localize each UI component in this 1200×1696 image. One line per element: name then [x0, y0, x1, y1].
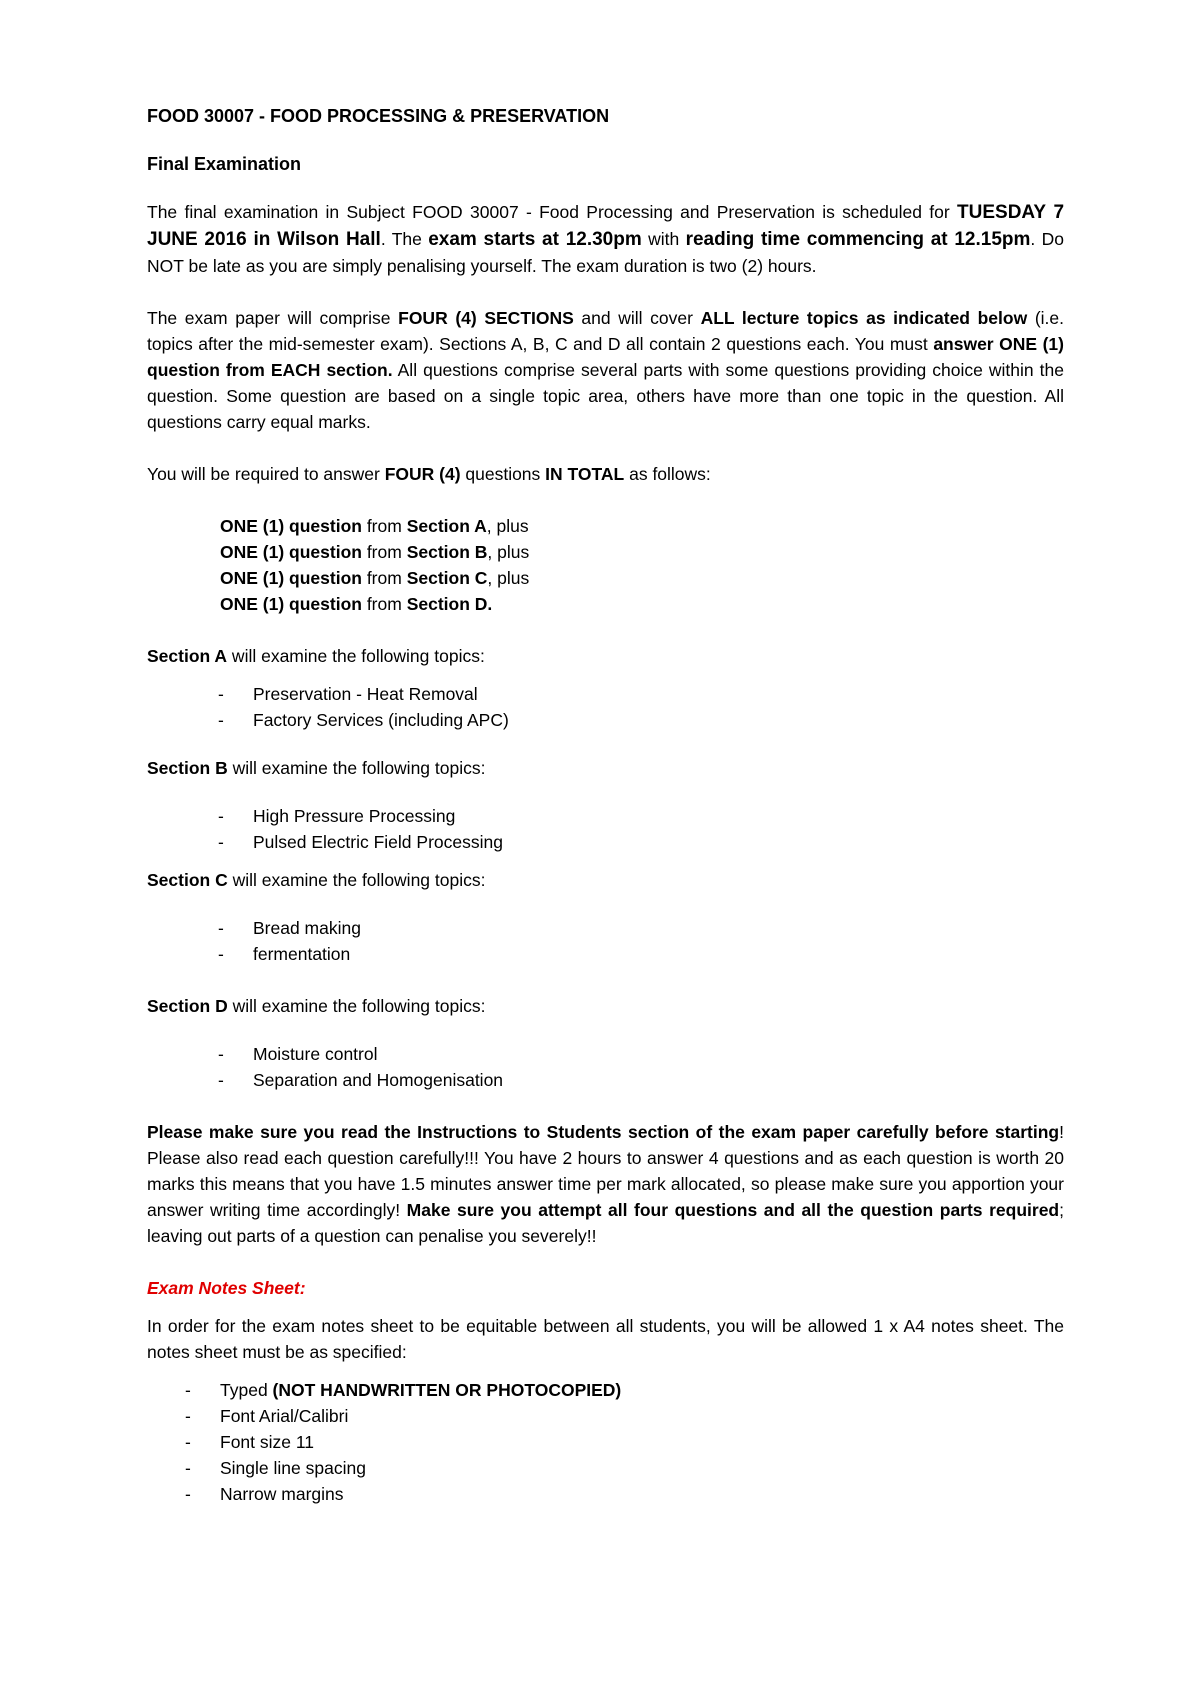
list-item: - Preservation - Heat Removal	[218, 681, 1064, 707]
text-run: with	[641, 229, 686, 249]
requirement-count: ONE (1) question	[220, 516, 362, 536]
text-run: The final examination in Subject FOOD 30007 - Food Processing and Preservation is scheduled for	[147, 202, 958, 222]
text-run: from	[361, 516, 407, 536]
attempt-all-emphasis: Make sure you attempt all four questions and all the question parts required	[406, 1200, 1060, 1220]
requirement-count: ONE (1) question	[220, 542, 362, 562]
text-run: , plus	[486, 516, 529, 536]
requirements-list	[147, 513, 1064, 617]
answer-requirement: answer ONE (1) question from EACH section.	[147, 334, 1064, 380]
requirement-section: Section B	[406, 542, 488, 562]
text-run: .	[487, 594, 493, 614]
list-item: - Single line spacing	[185, 1455, 1064, 1481]
in-total-label: IN TOTAL	[545, 464, 625, 484]
text-run: ; leaving out parts of a question can penalise you severely!!	[147, 1200, 1064, 1246]
topics-coverage: ALL lecture topics as indicated below	[700, 308, 1028, 328]
list-item: - fermentation	[218, 941, 1064, 967]
text-run: The exam paper will comprise	[147, 308, 399, 328]
section-c-heading	[147, 867, 1064, 893]
text-run: will examine the following topics:	[227, 870, 486, 890]
list-item	[185, 1377, 1064, 1403]
text-run: from	[361, 594, 407, 614]
list-item: - Factory Services (including APC)	[218, 707, 1064, 733]
section-d-heading	[147, 993, 1064, 1019]
list-item: - Narrow margins	[185, 1481, 1064, 1507]
text-run: from	[361, 568, 407, 588]
section-a-topics	[147, 681, 1064, 733]
total-questions: FOUR (4)	[384, 464, 461, 484]
requirement-section: Section C	[406, 568, 488, 588]
document-body	[147, 103, 1064, 1507]
text-run: All questions comprise several parts with some questions providing choice within the question. Some question are based on a single topic area, others have more than one topic in the question. All questions carry equal marks.	[147, 360, 1064, 432]
text-run: You will be required to answer	[147, 464, 385, 484]
list-item: - Font Arial/Calibri	[185, 1403, 1064, 1429]
notes-sheet-paragraph: In order for the exam notes sheet to be equitable between all students, you will be allowed 1 x A4 notes sheet. The notes sheet must be as specified:	[147, 1316, 1064, 1362]
sections-count: FOUR (4) SECTIONS	[398, 308, 574, 328]
document-title: FOOD 30007 - FOOD PROCESSING & PRESERVATION	[147, 106, 610, 126]
section-a-heading	[147, 643, 1064, 669]
text-emphasis: (NOT HANDWRITTEN OR PHOTOCOPIED)	[272, 1380, 622, 1400]
document-subtitle: Final Examination	[147, 154, 302, 174]
text-run: , plus	[487, 568, 530, 588]
instructions-paragraph	[147, 1119, 1064, 1249]
section-b-heading	[147, 755, 1064, 781]
text-run: from	[361, 542, 407, 562]
requirement-count: ONE (1) question	[220, 568, 362, 588]
requirement-line	[220, 513, 1064, 539]
text-run: as follows:	[624, 464, 711, 484]
section-name: Section B	[147, 758, 228, 778]
notes-sheet-specs	[147, 1377, 1064, 1507]
text-run: Typed	[220, 1380, 273, 1400]
list-item: - High Pressure Processing	[218, 803, 1064, 829]
text-run: , plus	[487, 542, 530, 562]
requirement-section: Section A	[406, 516, 487, 536]
instructions-emphasis: Please make sure you read the Instructions to Students section of the exam paper carefully before starting	[147, 1122, 1060, 1142]
section-c-topics	[147, 915, 1064, 967]
section-name: Section A	[147, 646, 228, 666]
text-run: will examine the following topics:	[227, 996, 486, 1016]
requirement-section: Section D	[406, 594, 488, 614]
requirement-line	[220, 591, 1064, 617]
requirement-count: ONE (1) question	[220, 594, 362, 614]
section-b-topics	[147, 803, 1064, 855]
section-d-topics	[147, 1041, 1064, 1093]
text-run: questions	[460, 464, 546, 484]
text-run: . Do NOT be late as you are simply penalising yourself. The exam duration is two (2) hours.	[147, 229, 1064, 276]
requirement-line	[220, 565, 1064, 591]
exam-schedule-paragraph	[147, 199, 1064, 279]
list-item: - Separation and Homogenisation	[218, 1067, 1064, 1093]
list-item: - Moisture control	[218, 1041, 1064, 1067]
exam-start-time: exam starts at 12.30pm	[428, 229, 642, 250]
list-item: - Bread making	[218, 915, 1064, 941]
text-run: will examine the following topics:	[227, 758, 486, 778]
exam-date-location: TUESDAY 7 JUNE 2016 in Wilson Hall	[147, 202, 1065, 250]
section-name: Section D	[147, 996, 228, 1016]
text-run: . The	[380, 229, 429, 249]
section-name: Section C	[147, 870, 228, 890]
text-run: ! Please also read each question carefully!!! You have 2 hours to answer 4 questions and as each question is worth 20 marks this means that you have 1.5 minutes answer time per mark allocated, so please make sure you apportion your answer writing time accordingly!	[147, 1122, 1064, 1220]
text-run: and will cover	[573, 308, 701, 328]
requirement-line	[220, 539, 1064, 565]
text-run: will examine the following topics:	[227, 646, 485, 666]
list-item: - Font size 11	[185, 1429, 1064, 1455]
answer-total-paragraph	[147, 461, 1064, 487]
exam-structure-paragraph	[147, 305, 1064, 435]
text-run: (i.e. topics after the mid-semester exam). Sections A, B, C and D all contain 2 questions each. You must	[147, 308, 1064, 354]
reading-time: reading time commencing at 12.15pm	[685, 229, 1031, 250]
list-item: - Pulsed Electric Field Processing	[218, 829, 1064, 855]
exam-notes-heading: Exam Notes Sheet:	[147, 1278, 306, 1298]
